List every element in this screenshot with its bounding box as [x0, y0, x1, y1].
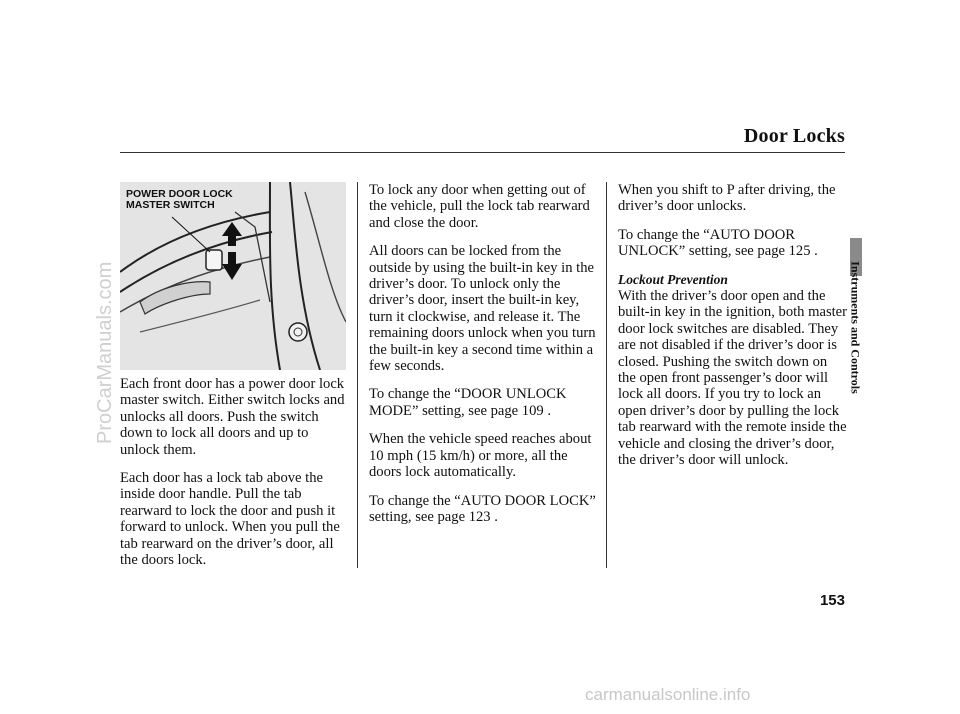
subheading-lockout-prevention: Lockout Prevention	[618, 271, 728, 287]
paragraph: To change the “AUTO DOOR LOCK” setting, see page 123 .	[369, 492, 596, 525]
paragraph: When you shift to P after driving, the driver’s door unlocks.	[618, 182, 836, 215]
paragraph: With the driver’s door open and the built-in key in the ignition, both master door lock switches are disabled. They are not disabled if the driver’s door is closed. Pushing the switch down on the open front passenger’s door will lock all doors. If you try to lock an open driver’s door by pulling the lock tab rearward with the remote inside the vehicle and closing the driver’s door, the driver’s door will unlock.	[618, 288, 848, 469]
section-tab-label: Instruments and Controls	[848, 261, 863, 394]
paragraph: To change the “AUTO DOOR UNLOCK” setting, see page 125 .	[618, 226, 818, 260]
footer-watermark: carmanualsonline.info	[585, 685, 751, 704]
column-divider	[606, 182, 607, 568]
column-3	[618, 182, 848, 481]
paragraph: Each door has a lock tab above the inside door handle. Pull the tab rearward to lock the door and push it forward to unlock. When you pull the tab rearward on the driver’s door, all the doors lock.	[120, 470, 340, 569]
figure-label-line1: POWER DOOR LOCK	[126, 188, 233, 200]
section-title: Door Locks	[743, 125, 845, 147]
paragraph: To lock any door when getting out of the vehicle, pull the lock tab rearward and close the door.	[369, 182, 590, 231]
column-divider	[357, 182, 358, 568]
column-1	[120, 376, 350, 580]
paragraph: Each front door has a power door lock master switch. Either switch locks and unlocks all doors. Push the switch down to lock all doors and up to unlock them.	[120, 376, 345, 458]
page-number: 153	[819, 592, 845, 609]
column-2	[369, 182, 599, 537]
header-rule	[120, 152, 845, 153]
side-watermark: ProCarManuals.com	[94, 261, 116, 444]
figure-label-line2: MASTER SWITCH	[126, 199, 215, 211]
paragraph: When the vehicle speed reaches about 10 mph (15 km/h) or more, all the doors lock automatically.	[369, 431, 592, 481]
paragraph: To change the “DOOR UNLOCK MODE” setting, see page 109 .	[369, 386, 567, 419]
figure-label	[126, 189, 233, 211]
paragraph: All doors can be locked from the outside by using the built-in key in the driver’s door. To unlock only the driver’s door, insert the built-in key, turn it clockwise, and release it. The remaining doors unlock when you turn the built-in key a second time within a few seconds.	[369, 243, 596, 375]
